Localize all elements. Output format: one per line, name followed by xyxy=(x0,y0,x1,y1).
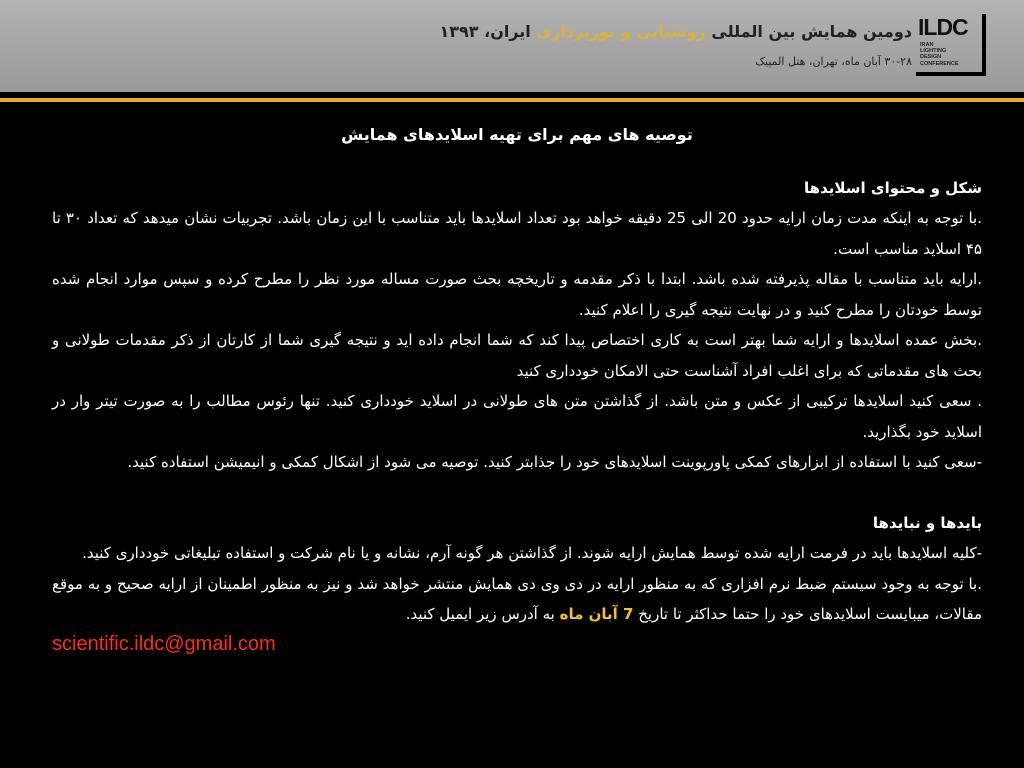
paragraph: . سعی کنید اسلایدها ترکیبی از عکس و متن باشد. از گذاشتن متن های طولانی در اسلاید خودداری کنید. تنها رئوس مطالب را به صورت تیتر وار در اسلاید خود بگذارید. xyxy=(52,392,982,441)
section-heading-dos-donts: بایدها و نبایدها xyxy=(872,513,982,532)
ildc-logo xyxy=(916,14,986,76)
conference-date-venue: ۳۰-۲۸ آبان ماه، تهران، هتل المپیک xyxy=(755,55,912,68)
slide-content xyxy=(52,120,982,658)
conference-title: دومین همایش بین المللی روشنایی و نورپردازی ایران، ۱۳۹۳ xyxy=(439,22,912,41)
section-heading-form-content: شکل و محتوای اسلایدها xyxy=(804,178,982,197)
section-gap xyxy=(52,478,982,508)
logo-text: ILDC xyxy=(918,14,968,40)
paragraph: .بخش عمده اسلایدها و ارایه شما بهتر است به کاری اختصاص پیدا کند که شما انجام داده اید و نتیجه گیری شما از کارتان از ذکر مقدمات طولانی و بحث های مقدماتی که برای اغلب افراد آشناست حتی الامکان خودداری کنید xyxy=(52,331,982,380)
paragraph: .ارایه باید متناسب با مقاله پذیرفته شده باشد. ابتدا با ذکر مقدمه و تاریخچه بحث صورت مساله مورد نظر را مطرح کرده و سپس موارد انجام شده توسط خودتان را مطرح کنید و در نهایت نتیجه گیری را اعلام کنید. xyxy=(52,270,982,319)
header-divider xyxy=(0,98,1024,102)
header-banner xyxy=(0,0,1024,92)
paragraph: .با توجه به اینکه مدت زمان ارایه حدود 20 الی 25 دقیقه خواهد بود تعداد اسلایدها باید متناسب با این زمان باشد. تجربیات نشان میدهد که تعداد ۳۰ تا ۴۵ اسلاید مناسب است. xyxy=(52,209,983,258)
contact-email[interactable]: scientific.ildc@gmail.com xyxy=(52,632,276,655)
document-title: توصیه های مهم برای تهیه اسلایدهای همایش xyxy=(341,125,693,144)
paragraph-deadline: .با توجه به وجود سیستم ضبط نرم افزاری که به منظور ارایه در دی وی دی همایش منتشر خواهد شد و نیز به منظور اطمینان از ارایه صحیح و به موقع مقالات، میبایست اسلایدهای خود را حتما حداکثر تا تاریخ 7 آبان ماه به آدرس زیر ایمیل کنید. xyxy=(52,574,982,623)
paragraph: -سعی کنید با استفاده از ابزارهای کمکی پاورپوینت اسلایدهای خود را جذابتر کنید. توصیه می شود از اشکال کمکی و انیمیشن استفاده کنید. xyxy=(127,453,982,471)
deadline-date: 7 آبان ماه xyxy=(559,605,634,623)
logo-subtitle: IRAN LIGHTING DESIGN CONFERENCE xyxy=(920,42,959,67)
title-highlight: روشنایی و نورپردازی xyxy=(536,22,706,41)
paragraph: -کلیه اسلایدها باید در فرمت ارایه شده توسط همایش ارایه شوند. از گذاشتن هر گونه آرم، نشانه و یا نام شرکت و استفاده تبلیغاتی خودداری کنید. xyxy=(82,544,982,562)
